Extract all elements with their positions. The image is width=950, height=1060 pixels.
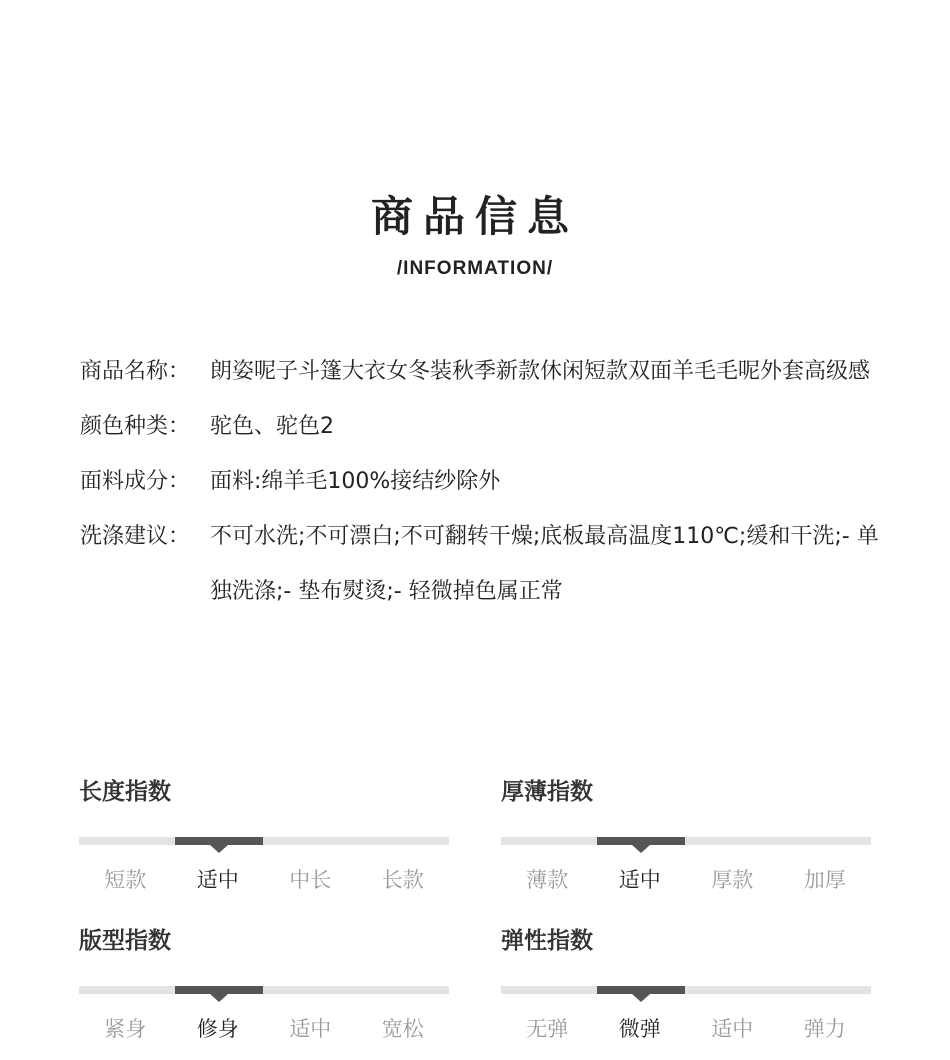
index-title: 厚薄指数 xyxy=(501,779,593,805)
index-option: 宽松 xyxy=(381,1017,424,1041)
info-label: 面料成分： xyxy=(80,469,191,494)
fit-index xyxy=(79,926,449,1043)
info-row-name xyxy=(80,344,880,399)
thickness-index xyxy=(501,777,871,894)
info-label: 颜色种类： xyxy=(80,414,191,439)
index-title: 长度指数 xyxy=(79,779,171,805)
index-options xyxy=(79,1013,449,1043)
index-scale xyxy=(501,837,871,845)
info-label: 洗涤建议： xyxy=(80,524,191,549)
index-scale xyxy=(501,986,871,994)
index-option: 适中 xyxy=(618,868,661,892)
info-label: 商品名称： xyxy=(80,359,191,384)
index-option: 薄款 xyxy=(526,868,569,892)
product-info-list xyxy=(80,344,880,619)
info-value: 不可水洗;不可漂白;不可翻转干燥;底板最高温度110℃;缓和干洗;- 单独洗涤;- 垫布熨烫;- 轻微掉色属正常 xyxy=(210,524,879,604)
index-option: 无弹 xyxy=(526,1017,569,1041)
index-option: 修身 xyxy=(196,1017,239,1041)
section-subtitle: /INFORMATION/ xyxy=(396,258,554,279)
index-option: 加厚 xyxy=(803,868,846,892)
index-scale xyxy=(79,837,449,845)
info-value: 面料:绵羊毛100%接结纱除外 xyxy=(210,469,501,494)
index-title: 弹性指数 xyxy=(501,928,593,954)
index-indicator xyxy=(175,837,263,845)
elasticity-index xyxy=(501,926,871,1043)
index-options xyxy=(501,1013,871,1043)
index-option: 弹力 xyxy=(803,1017,846,1041)
info-value: 驼色、驼色2 xyxy=(210,414,334,439)
index-options xyxy=(79,864,449,894)
index-title: 版型指数 xyxy=(79,928,171,954)
info-row-material xyxy=(80,454,880,509)
index-option: 适中 xyxy=(196,868,239,892)
index-option: 长款 xyxy=(381,868,424,892)
index-option: 微弹 xyxy=(618,1017,661,1041)
index-option: 适中 xyxy=(711,1017,754,1041)
info-row-color xyxy=(80,399,880,454)
info-row-care xyxy=(80,509,880,619)
index-indicator xyxy=(597,986,685,994)
index-option: 适中 xyxy=(289,1017,332,1041)
index-option: 紧身 xyxy=(104,1017,147,1041)
section-title: 商品信息 xyxy=(370,192,579,241)
index-scale xyxy=(79,986,449,994)
index-option: 中长 xyxy=(289,868,332,892)
index-options xyxy=(501,864,871,894)
index-option: 短款 xyxy=(104,868,147,892)
length-index xyxy=(79,777,449,894)
info-value: 朗姿呢子斗篷大衣女冬装秋季新款休闲短款双面羊毛毛呢外套高级感 xyxy=(210,359,871,384)
index-option: 厚款 xyxy=(711,868,754,892)
index-indicator xyxy=(597,837,685,845)
index-indicator xyxy=(175,986,263,994)
